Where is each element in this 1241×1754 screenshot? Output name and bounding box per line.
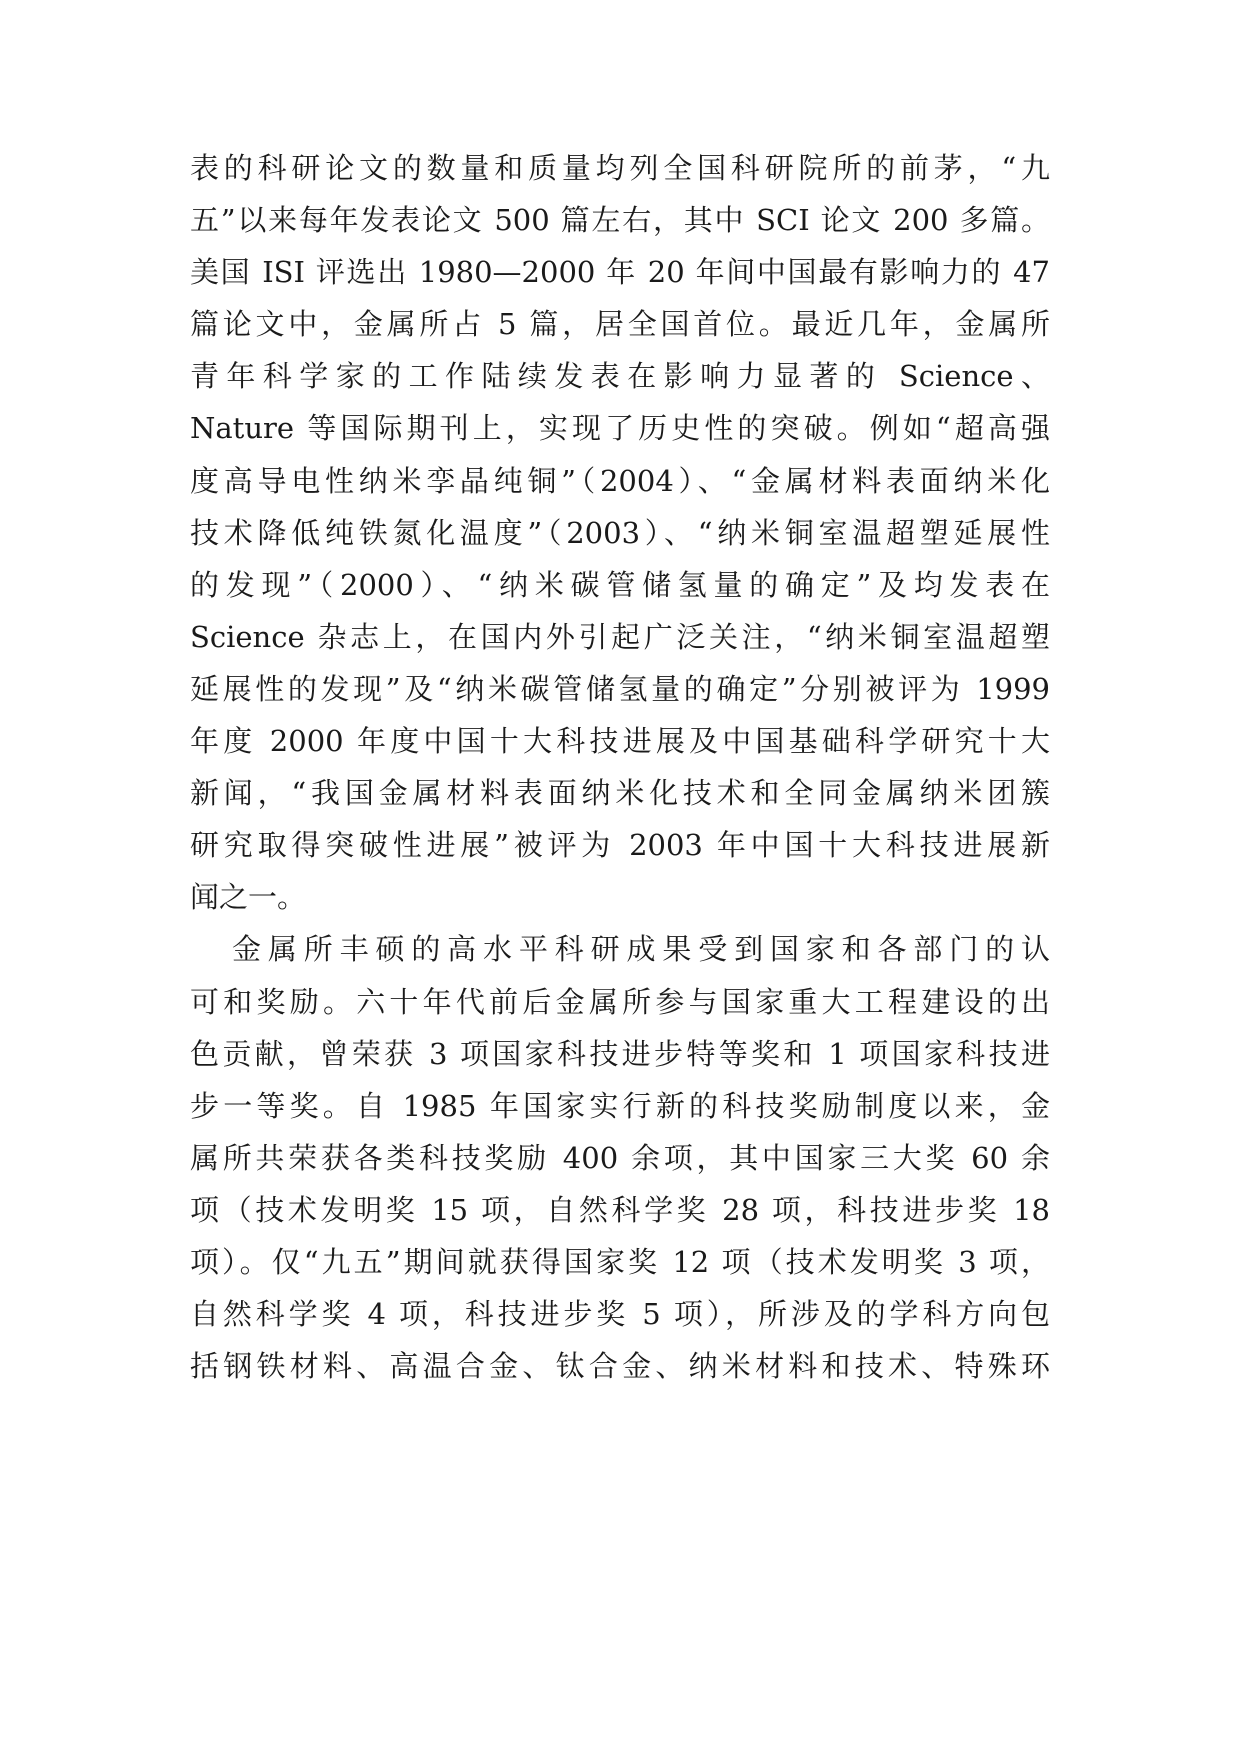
body-text xyxy=(190,142,1050,1392)
text-line: 金属所丰硕的高水平科研成果受到国家和各部门的认 xyxy=(232,932,1050,967)
text-line: 美国 ISI 评选出 1980—2000 年 20 年间中国最有影响力的 47 xyxy=(190,255,1050,290)
text-line: 属所共荣获各类科技奖励 400 余项，其中国家三大奖 60 余 xyxy=(190,1140,1050,1175)
text-line: Science 杂志上，在国内外引起广泛关注，“纳米铜室温超塑 xyxy=(190,619,1050,654)
text-line: 表的科研论文的数量和质量均列全国科研院所的前茅，“九 xyxy=(190,151,1050,185)
text-line: 自然科学奖 4 项，科技进步奖 5 项），所涉及的学科方向包 xyxy=(190,1297,1050,1332)
text-line: 篇论文中，金属所占 5 篇，居全国首位。最近几年，金属所 xyxy=(190,307,1050,342)
text-line: 括钢铁材料、高温合金、钛合金、纳米材料和技术、特殊环 xyxy=(190,1349,1050,1384)
text-line: 可和奖励。六十年代前后金属所参与国家重大工程建设的出 xyxy=(190,984,1050,1019)
text-line: 延展性的发现”及“纳米碳管储氢量的确定”分别被评为 1999 xyxy=(190,671,1050,706)
text-line: 色贡献，曾荣获 3 项国家科技进步特等奖和 1 项国家科技进 xyxy=(190,1036,1050,1071)
text-line: 技术降低纯铁氮化温度”（2003）、“纳米铜室温超塑延展性 xyxy=(190,515,1050,550)
text-line: 闻之一。 xyxy=(190,880,307,915)
text-line: 年度 2000 年度中国十大科技进展及中国基础科学研究十大 xyxy=(190,724,1050,759)
text-line: 项（技术发明奖 15 项，自然科学奖 28 项，科技进步奖 18 xyxy=(190,1192,1050,1227)
text-line: 研究取得突破性进展”被评为 2003 年中国十大科技进展新 xyxy=(190,828,1050,863)
text-line: 的发现”（2000）、“纳米碳管储氢量的确定”及均发表在 xyxy=(190,567,1050,602)
text-line: Nature 等国际期刊上，实现了历史性的突破。例如“超高强 xyxy=(190,411,1050,446)
paragraph-1 xyxy=(190,142,1050,923)
text-line: 青年科学家的工作陆续发表在影响力显著的 Science、 xyxy=(190,359,1050,394)
text-line: 新闻，“我国金属材料表面纳米化技术和全同金属纳米团簇 xyxy=(190,776,1050,811)
paragraph-2 xyxy=(190,923,1050,1392)
text-line: 五”以来每年发表论文 500 篇左右，其中 SCI 论文 200 多篇。 xyxy=(190,203,1050,238)
text-line: 项）。仅“九五”期间就获得国家奖 12 项（技术发明奖 3 项， xyxy=(190,1244,1050,1279)
text-line: 度高导电性纳米孪晶纯铜”（2004）、“金属材料表面纳米化 xyxy=(190,463,1050,498)
text-line: 步一等奖。自 1985 年国家实行新的科技奖励制度以来，金 xyxy=(190,1088,1050,1123)
